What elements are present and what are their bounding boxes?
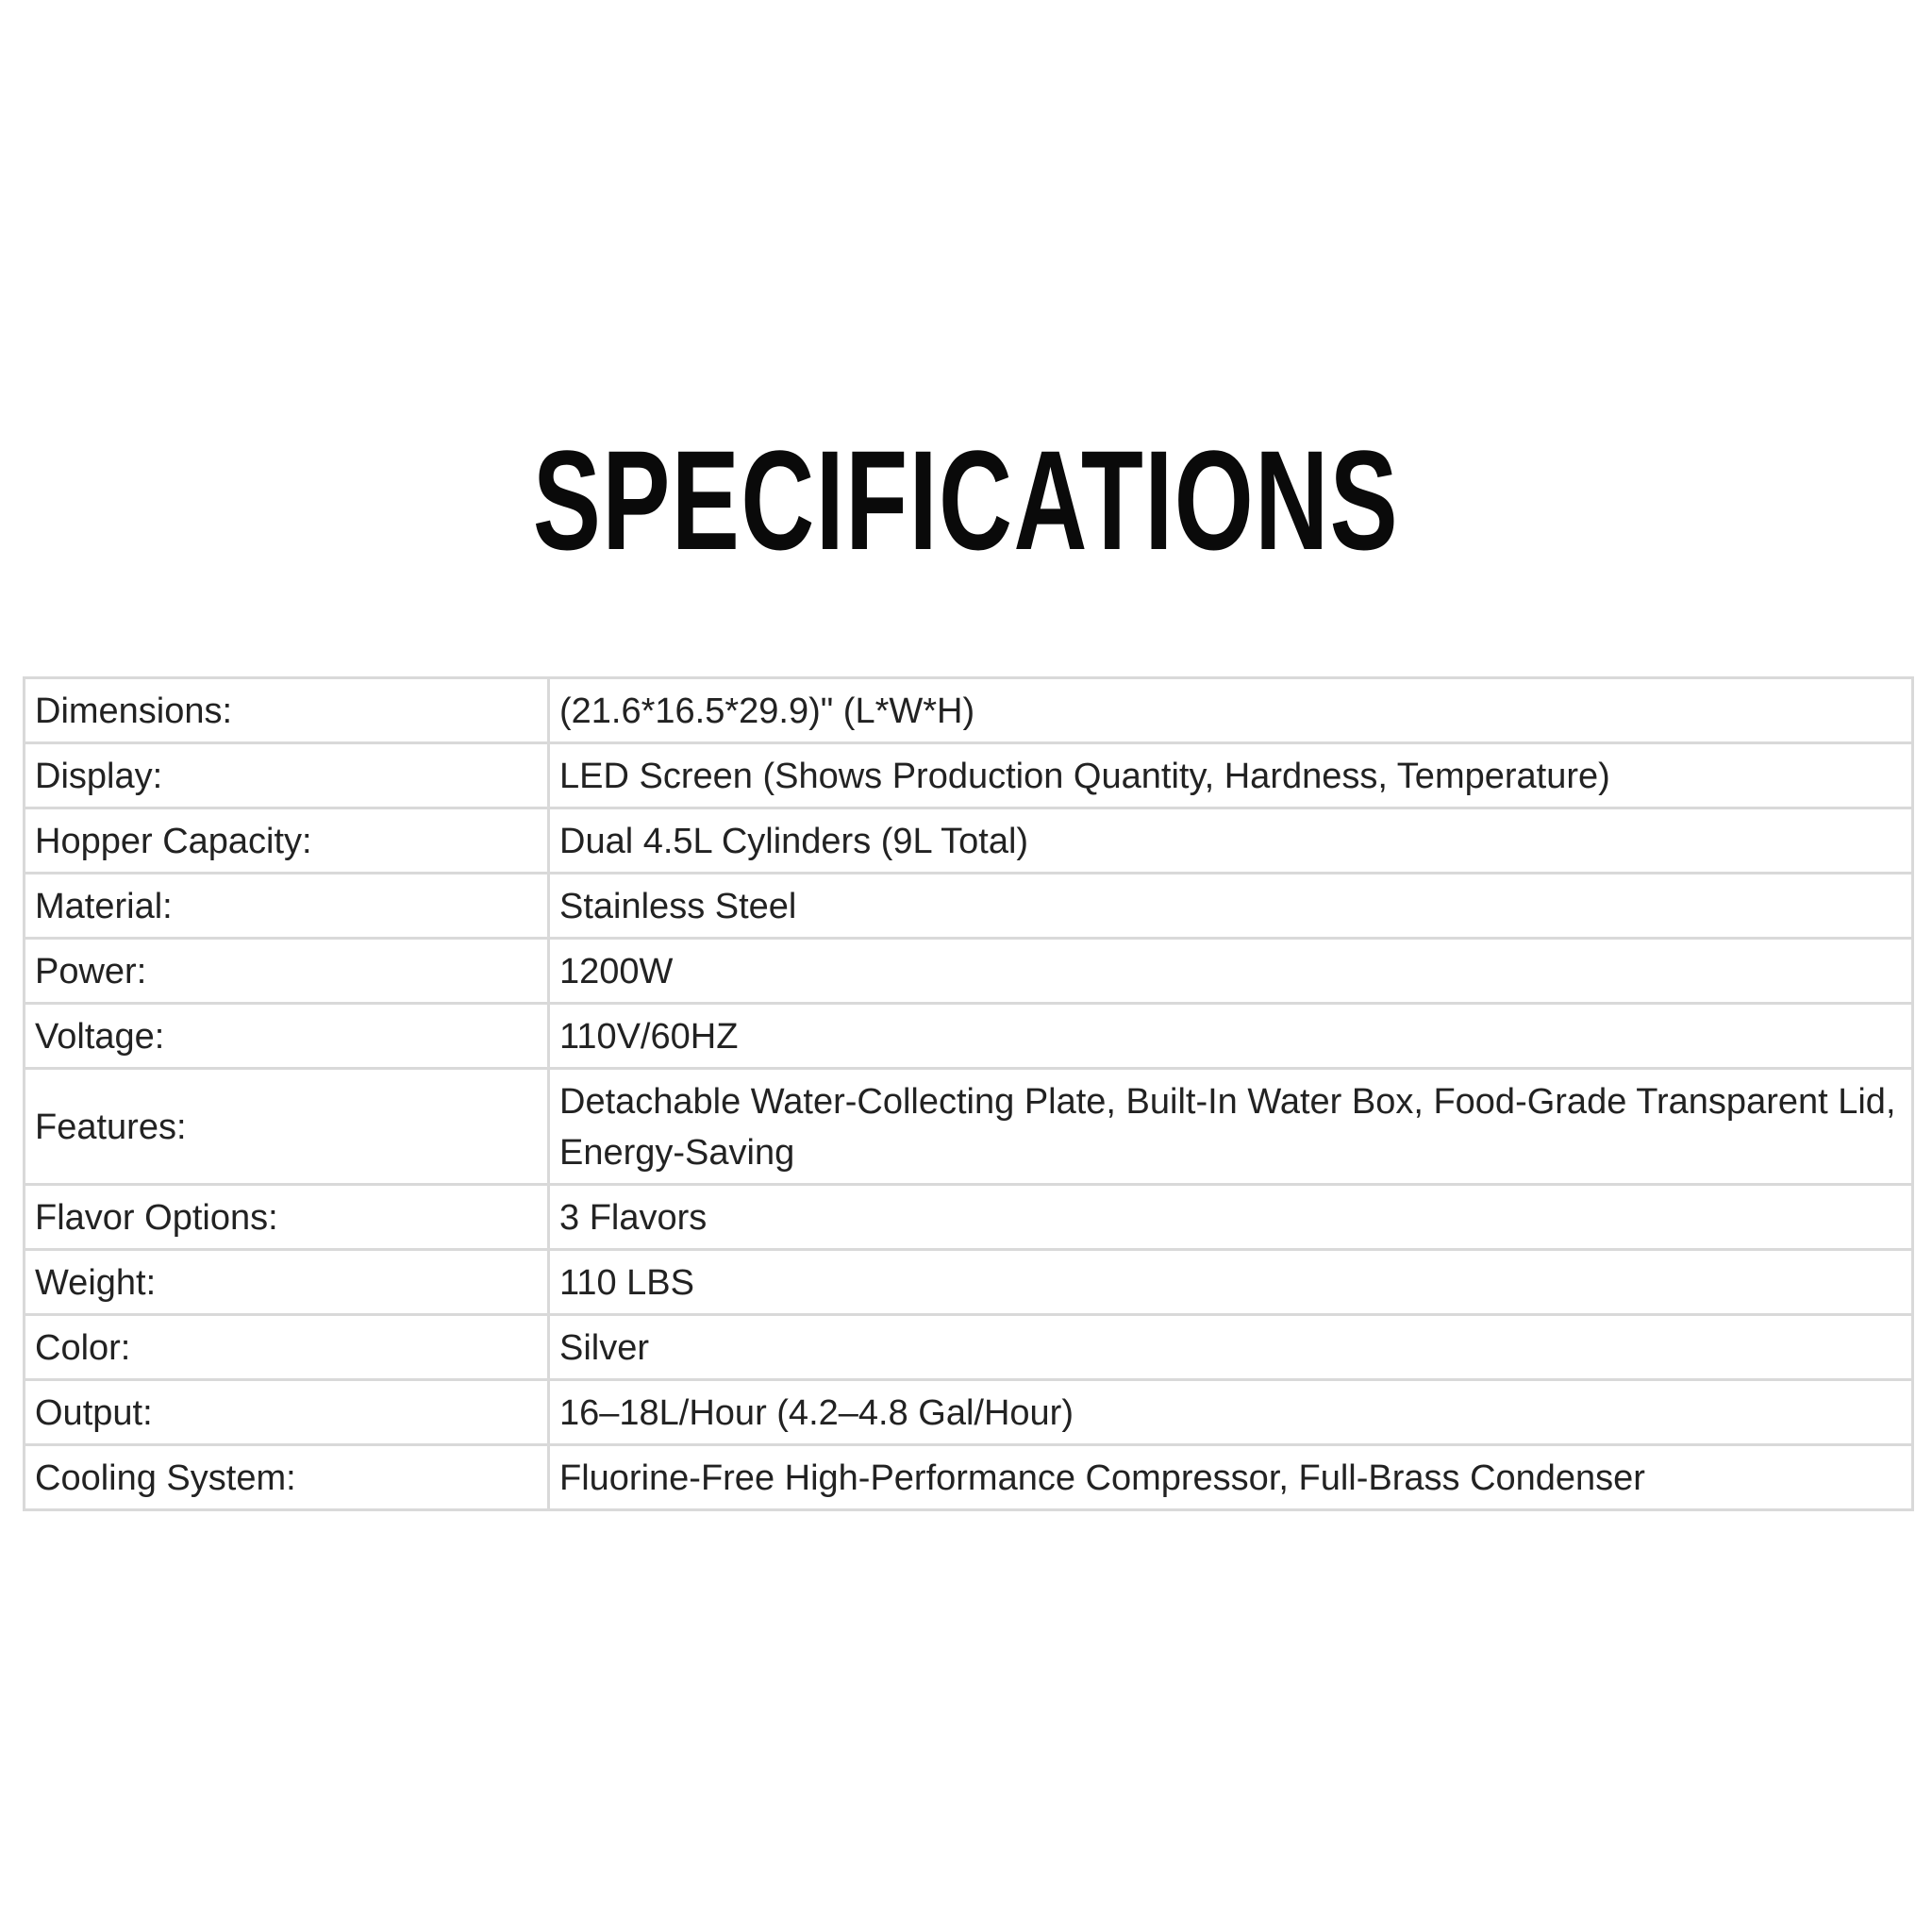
spec-label: Voltage:: [25, 1004, 549, 1069]
spec-label: Cooling System:: [25, 1445, 549, 1510]
spec-value: 16–18L/Hour (4.2–4.8 Gal/Hour): [549, 1380, 1913, 1445]
spec-value: 3 Flavors: [549, 1185, 1913, 1250]
spec-label: Display:: [25, 743, 549, 808]
spec-label: Power:: [25, 939, 549, 1004]
spec-row-color: [25, 1315, 1913, 1380]
spec-value: 1200W: [549, 939, 1913, 1004]
spec-value: Dual 4.5L Cylinders (9L Total): [549, 808, 1913, 874]
spec-row-cooling-system: [25, 1445, 1913, 1510]
spec-row-dimensions: [25, 678, 1913, 743]
spec-value: Detachable Water-Collecting Plate, Built-In Water Box, Food-Grade Transparent Lid, Energy-Saving: [549, 1069, 1913, 1185]
spec-value: Stainless Steel: [549, 874, 1913, 939]
spec-row-voltage: [25, 1004, 1913, 1069]
spec-label: Weight:: [25, 1250, 549, 1315]
spec-value: LED Screen (Shows Production Quantity, Hardness, Temperature): [549, 743, 1913, 808]
spec-value: Silver: [549, 1315, 1913, 1380]
spec-label: Hopper Capacity:: [25, 808, 549, 874]
spec-value: Fluorine-Free High-Performance Compressor, Full-Brass Condenser: [549, 1445, 1913, 1510]
spec-value: 110 LBS: [549, 1250, 1913, 1315]
spec-label: Features:: [25, 1069, 549, 1185]
spec-row-material: [25, 874, 1913, 939]
spec-row-weight: [25, 1250, 1913, 1315]
spec-label: Output:: [25, 1380, 549, 1445]
spec-row-power: [25, 939, 1913, 1004]
spec-label: Color:: [25, 1315, 549, 1380]
spec-row-features: [25, 1069, 1913, 1185]
page-title: SPECIFICATIONS: [532, 421, 1400, 579]
spec-row-hopper-capacity: [25, 808, 1913, 874]
spec-row-output: [25, 1380, 1913, 1445]
spec-value: 110V/60HZ: [549, 1004, 1913, 1069]
spec-value: (21.6*16.5*29.9)" (L*W*H): [549, 678, 1913, 743]
spec-label: Dimensions:: [25, 678, 549, 743]
spec-row-display: [25, 743, 1913, 808]
specifications-table: [23, 676, 1914, 1511]
spec-label: Flavor Options:: [25, 1185, 549, 1250]
spec-row-flavor-options: [25, 1185, 1913, 1250]
spec-label: Material:: [25, 874, 549, 939]
